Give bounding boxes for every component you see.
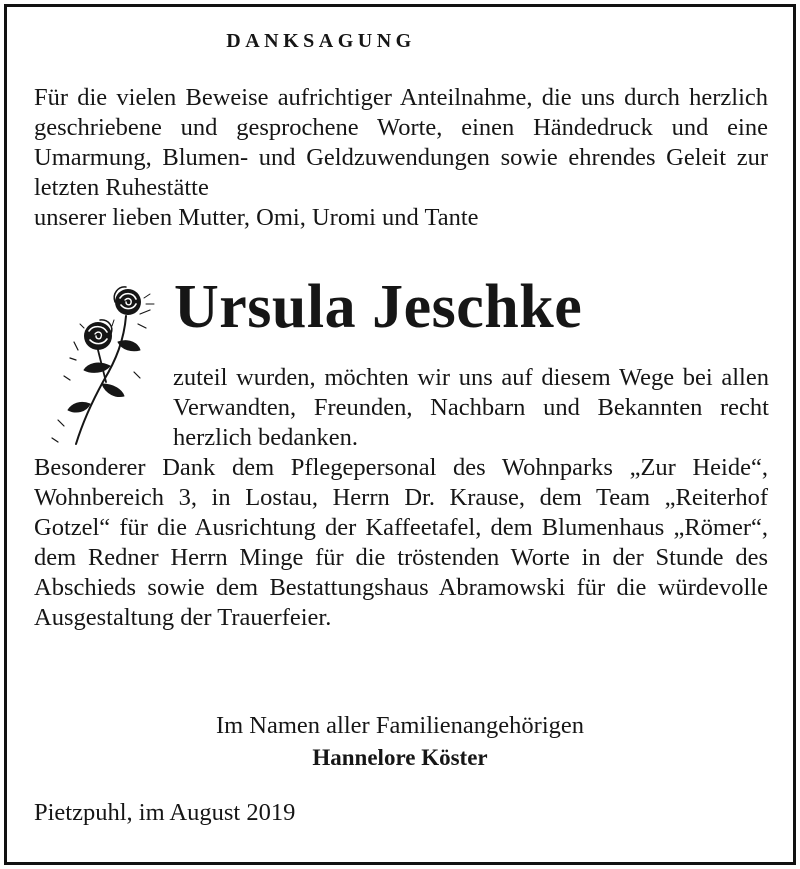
- intro-paragraph: [34, 83, 768, 233]
- deceased-name: Ursula Jeschke: [174, 273, 583, 341]
- signer-name: Hannelore Köster: [312, 745, 488, 770]
- intro-last-line: unserer lieben Mutter, Omi, Uromi und Tante: [34, 204, 479, 231]
- notice-heading: DANKSAGUNG: [226, 30, 416, 52]
- place-date: Pietzpuhl, im August 2019: [34, 799, 296, 826]
- on-behalf-line: Im Namen aller Familienangehörigen: [215, 712, 585, 739]
- thanks-paragraph: zuteil wurden, möchten wir uns auf diesem Wege bei allen Verwandten, Freunden, Nachbarn und Bekannten recht herzlich bedanken.: [173, 364, 769, 451]
- intro-text: Für die vielen Beweise aufrichtiger Anteilnahme, die uns durch herzlich geschriebene und gesprochene Worte, einen Händedruck und eine Umarmung, Blumen- und Geldzuwendungen sowie ehrendes Geleit zur letzten Ruhestätte: [34, 84, 768, 201]
- special-thanks-paragraph: Besonderer Dank dem Pflegepersonal des Wohnparks „Zur Heide“, Wohnbereich 3, in Lostau, Herrn Dr. Krause, dem Team „Reiterhof Gotzel“ für die Ausrichtung der Kaffeetafel, dem Blumenhaus „Römer“, dem Redner Herrn Minge für die tröstenden Worte in der Stunde des Abschieds sowie dem Bestattungshaus Abramowski für die würdevolle Ausgestaltung der Trauerfeier.: [34, 454, 768, 631]
- rose-icon: [40, 280, 160, 450]
- closing-block: [0, 710, 800, 774]
